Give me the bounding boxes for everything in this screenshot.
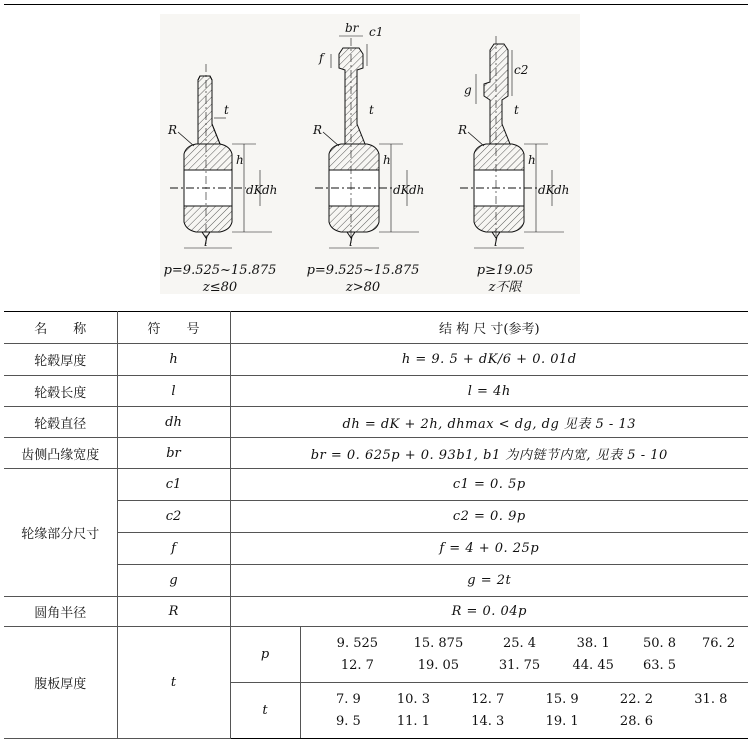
label-R: R [458, 123, 468, 137]
rim-formula: f = 4 + 0. 25p [230, 533, 748, 565]
rim-symbol: f [117, 533, 230, 565]
table-row [4, 407, 748, 438]
label-l: l [494, 235, 498, 249]
p-value [689, 655, 748, 677]
label-f: f [319, 51, 324, 65]
row-symbol: dh [117, 407, 230, 438]
t-value: 19. 1 [545, 714, 579, 729]
row-symbol: h [117, 344, 230, 376]
p-value: 50. 8 [642, 636, 677, 651]
label-dK: dK [393, 183, 410, 197]
figure-1-caption-line2: z≤80 [202, 280, 238, 295]
t-value [674, 711, 748, 733]
figure-2-caption-line2: z>80 [345, 280, 381, 295]
p-value: 15. 875 [413, 636, 464, 651]
sprocket-drawings [160, 14, 580, 294]
label-l: l [204, 235, 208, 249]
p-value: 25. 4 [502, 636, 537, 651]
fillet-symbol: R [117, 597, 230, 627]
web-p-row [4, 627, 748, 683]
rim-formula: c2 = 0. 9p [230, 501, 748, 533]
t-value: 9. 5 [335, 714, 361, 729]
table-header-row [4, 312, 748, 344]
row-symbol: l [117, 376, 230, 407]
figure-2-caption [293, 262, 433, 296]
label-g: g [464, 83, 472, 97]
p-value: 12. 7 [340, 658, 374, 673]
p-value: 38. 1 [576, 636, 610, 651]
web-p-label: p [230, 627, 300, 683]
p-value: 76. 2 [701, 636, 736, 651]
top-rule [4, 4, 748, 5]
rim-formula: c1 = 0. 5p [230, 469, 748, 501]
header-dims: 结 构 尺 寸(参考) [230, 312, 748, 344]
figure-3-caption [435, 262, 575, 296]
web-symbol: t [117, 627, 230, 739]
label-h: h [528, 153, 536, 167]
table-row [4, 597, 748, 627]
t-values-grid [321, 689, 749, 733]
label-t: t [224, 103, 229, 117]
label-dh: dh [262, 183, 278, 197]
web-t-values [300, 683, 748, 739]
sprocket-figures [160, 14, 580, 294]
t-value: 11. 1 [396, 714, 430, 729]
label-dK: dK [246, 183, 263, 197]
figure-2-caption-line1: p=9.525~15.875 [306, 263, 420, 278]
web-t-label: t [230, 683, 300, 739]
row-name: 轮毂厚度 [4, 344, 117, 376]
p-values-grid [321, 633, 749, 677]
figure-1-caption [150, 262, 290, 296]
label-dh: dh [554, 183, 570, 197]
label-c1: c1 [369, 25, 384, 39]
row-formula: br = 0. 625p + 0. 93b1, b1 为内链节内宽, 见表 5 - 10 [230, 438, 748, 469]
t-value: 10. 3 [396, 692, 430, 707]
t-value: 22. 2 [619, 692, 653, 707]
row-symbol: br [117, 438, 230, 469]
t-value: 31. 8 [694, 692, 728, 707]
label-l: l [349, 235, 353, 249]
table-row [4, 376, 748, 407]
p-value: 19. 05 [417, 658, 460, 673]
label-t: t [369, 103, 374, 117]
t-value: 15. 9 [545, 692, 579, 707]
figure-1-caption-line1: p=9.525~15.875 [163, 263, 277, 278]
web-name: 腹板厚度 [4, 627, 117, 739]
table-row [4, 344, 748, 376]
label-c2: c2 [514, 63, 529, 77]
label-R: R [313, 123, 323, 137]
label-br: br [345, 21, 359, 35]
table-row [4, 469, 748, 501]
t-value: 14. 3 [471, 714, 505, 729]
header-symbol: 符 号 [117, 312, 230, 344]
fillet-name: 圆角半径 [4, 597, 117, 627]
fillet-formula: R = 0. 04p [230, 597, 748, 627]
rim-symbol: c2 [117, 501, 230, 533]
p-value: 31. 75 [498, 658, 541, 673]
label-t: t [514, 103, 519, 117]
row-formula: h = 9. 5 + dK/6 + 0. 01d [230, 344, 748, 376]
row-formula: dh = dK + 2h, dhmax < dg, dg 见表 5 - 13 [230, 407, 748, 438]
row-name: 齿侧凸缘宽度 [4, 438, 117, 469]
rim-symbol: g [117, 565, 230, 597]
web-p-values [300, 627, 748, 683]
header-name: 名 称 [4, 312, 117, 344]
p-value: 44. 45 [572, 658, 614, 673]
figure-3-drawing [457, 36, 569, 249]
figure-2-drawing [312, 21, 424, 249]
rim-formula: g = 2t [230, 565, 748, 597]
rim-name: 轮缘部分尺寸 [4, 469, 117, 597]
label-R: R [168, 123, 178, 137]
t-value: 28. 6 [619, 714, 653, 729]
row-name: 轮毂直径 [4, 407, 117, 438]
figure-1-drawing [167, 64, 277, 249]
label-dh: dh [409, 183, 425, 197]
figure-3-caption-line1: p≥19.05 [476, 263, 534, 278]
label-h: h [383, 153, 391, 167]
row-formula: l = 4h [230, 376, 748, 407]
rim-symbol: c1 [117, 469, 230, 501]
label-h: h [236, 153, 244, 167]
p-value: 63. 5 [642, 658, 677, 673]
t-value: 7. 9 [335, 692, 361, 707]
p-value: 9. 525 [336, 636, 379, 651]
table-row [4, 438, 748, 469]
figure-3-caption-line2: z不限 [488, 280, 522, 295]
t-value: 12. 7 [471, 692, 505, 707]
structure-dimensions-table [4, 311, 748, 739]
row-name: 轮毂长度 [4, 376, 117, 407]
label-dK: dK [538, 183, 555, 197]
